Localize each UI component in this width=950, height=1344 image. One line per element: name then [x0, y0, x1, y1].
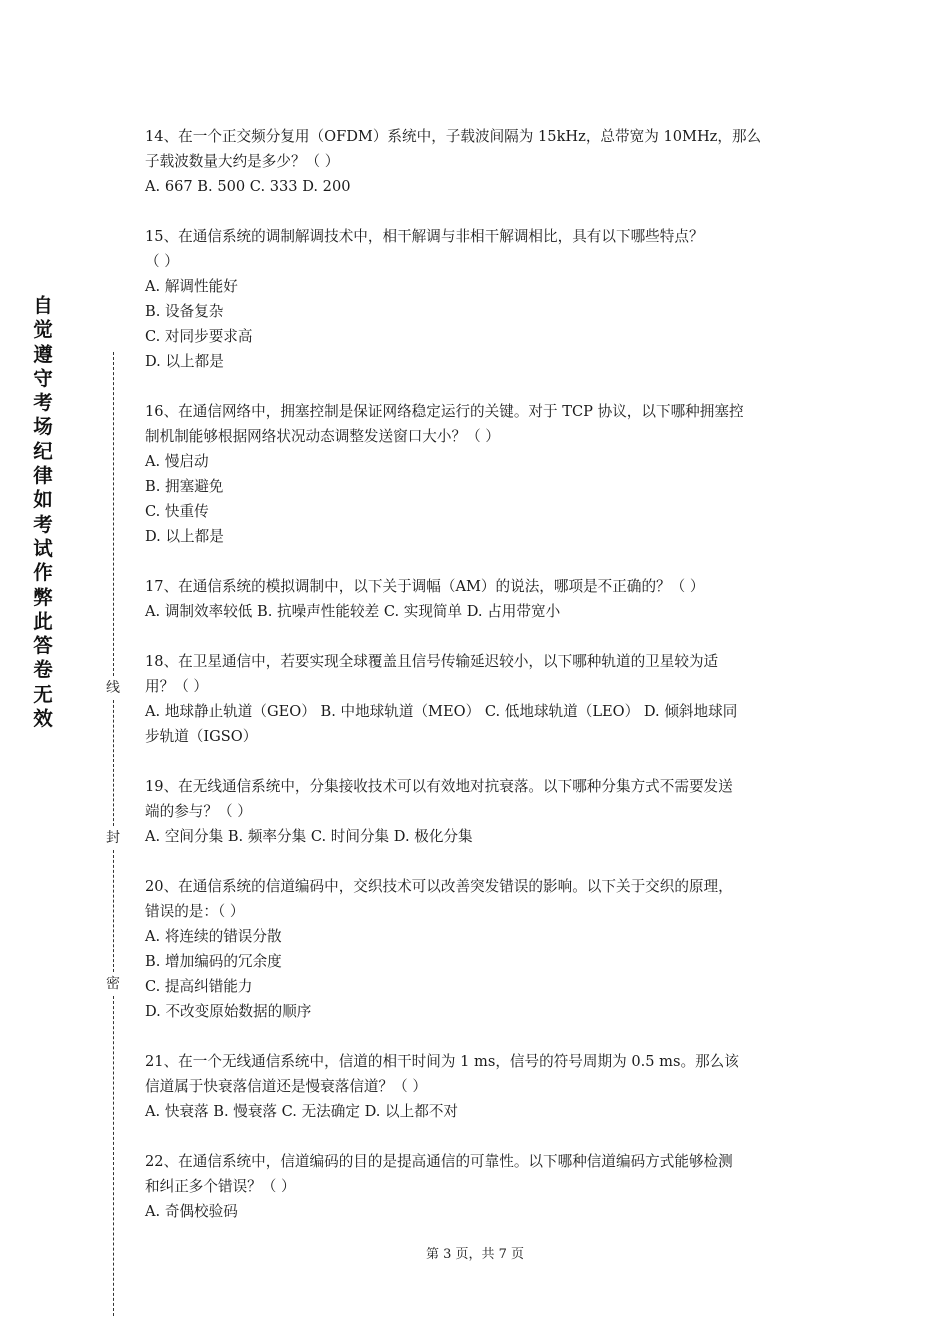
question-stem-line: 14、在一个正交频分复用（OFDM）系统中，子载波间隔为 15kHz，总带宽为 10MHz，那么	[145, 128, 762, 145]
question-option-line: A. 667 B. 500 C. 333 D. 200	[145, 178, 351, 195]
question-stem-line: 19、在无线通信系统中，分集接收技术可以有效地对抗衰落。以下哪种分集方式不需要发送	[145, 778, 733, 795]
question-stem-line: 16、在通信网络中，拥塞控制是保证网络稳定运行的关键。对于 TCP 协议，以下哪种拥塞控	[145, 403, 744, 420]
binding-mark-seal: 封	[106, 830, 120, 846]
question-block	[145, 399, 817, 549]
question-option-line: B. 拥塞避免	[145, 478, 224, 495]
question-option-line: B. 设备复杂	[145, 303, 224, 320]
question-stem-line: 子载波数量大约是多少？（ ）	[145, 153, 340, 170]
question-stem-line: 制机制能够根据网络状况动态调整发送窗口大小？（ ）	[145, 428, 500, 445]
question-block	[145, 1149, 817, 1224]
question-option-line: A. 快衰落 B. 慢衰落 C. 无法确定 D. 以上都不对	[145, 1103, 459, 1120]
question-option-line: D. 不改变原始数据的顺序	[145, 1003, 312, 1020]
question-option-line: C. 对同步要求高	[145, 328, 253, 345]
question-stem-line: 端的参与？（ ）	[145, 803, 252, 820]
question-block	[145, 774, 817, 849]
question-stem-line: 22、在通信系统中，信道编码的目的是提高通信的可靠性。以下哪种信道编码方式能够检测	[145, 1153, 733, 1170]
question-option-line: C. 提高纠错能力	[145, 978, 253, 995]
question-option-line: A. 调制效率较低 B. 抗噪声性能较差 C. 实现简单 D. 占用带宽小	[145, 603, 561, 620]
question-option-line: A. 将连续的错误分散	[145, 928, 282, 945]
question-option-line: A. 解调性能好	[145, 278, 238, 295]
question-stem-line: 20、在通信系统的信道编码中，交织技术可以改善突发错误的影响。以下关于交织的原理，	[145, 878, 733, 895]
question-block	[145, 649, 817, 749]
question-stem-line: 和纠正多个错误？（ ）	[145, 1178, 296, 1195]
question-list	[145, 124, 817, 1249]
binding-mark-line: 线	[106, 680, 120, 696]
binding-cut-line	[113, 352, 114, 676]
question-option-line: A. 地球静止轨道（GEO） B. 中地球轨道（MEO） C. 低地球轨道（LEO） D. 倾斜地球同	[145, 703, 738, 720]
question-stem-line: 17、在通信系统的模拟调制中，以下关于调幅（AM）的说法，哪项是不正确的？（ ）	[145, 578, 705, 595]
question-option-line: 步轨道（IGSO）	[145, 728, 258, 745]
question-stem-line: 用？（ ）	[145, 678, 209, 695]
question-stem-line: 15、在通信系统的调制解调技术中，相干解调与非相干解调相比，具有以下哪些特点？	[145, 228, 704, 245]
binding-cut-line	[113, 850, 114, 972]
question-stem-line: 信道属于快衰落信道还是慢衰落信道？（ ）	[145, 1078, 427, 1095]
question-stem-line: 21、在一个无线通信系统中，信道的相干时间为 1 ms，信号的符号周期为 0.5 ms。那么该	[145, 1053, 739, 1070]
question-block	[145, 574, 817, 624]
binding-cut-line	[113, 996, 114, 1316]
binding-cut-line	[113, 700, 114, 826]
exam-discipline-notice: 自觉遵守考场纪律如考试作弊此答卷无效	[33, 294, 53, 731]
question-option-line: A. 空间分集 B. 频率分集 C. 时间分集 D. 极化分集	[145, 828, 473, 845]
page-footer: 第 3 页，共 7 页	[425, 1247, 525, 1262]
question-option-line: C. 快重传	[145, 503, 209, 520]
question-option-line: D. 以上都是	[145, 353, 224, 370]
binding-mark-secret: 密	[106, 976, 120, 992]
question-option-line: B. 增加编码的冗余度	[145, 953, 282, 970]
question-stem-line: （ ）	[145, 253, 179, 270]
question-option-line: A. 奇偶校验码	[145, 1203, 238, 1220]
question-stem-line: 错误的是：（ ）	[145, 903, 245, 920]
question-option-line: D. 以上都是	[145, 528, 224, 545]
question-block	[145, 224, 817, 374]
question-block	[145, 874, 817, 1024]
question-block	[145, 1049, 817, 1124]
question-block	[145, 124, 817, 199]
question-stem-line: 18、在卫星通信中，若要实现全球覆盖且信号传输延迟较小，以下哪种轨道的卫星较为适	[145, 653, 719, 670]
question-option-line: A. 慢启动	[145, 453, 209, 470]
